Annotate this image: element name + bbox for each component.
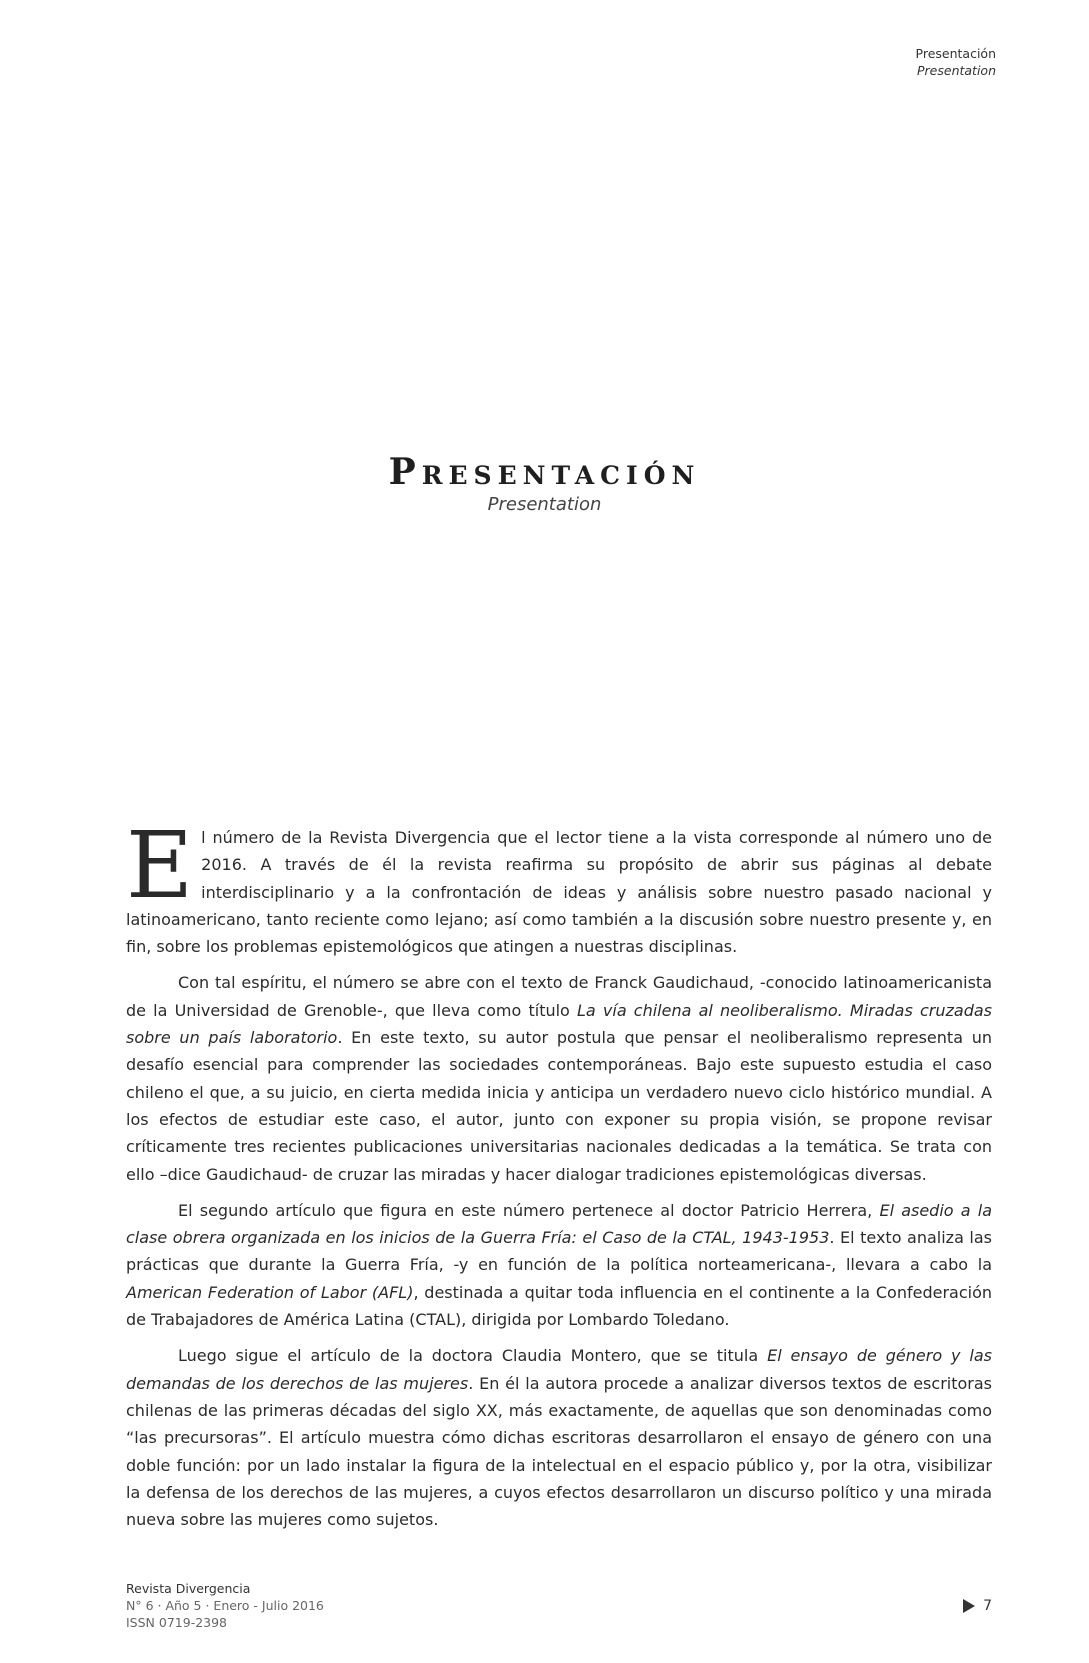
paragraph-2-text-a: Con tal espíritu, el número se abre con el texto de Franck Gaudichaud, -conocido latinoamericanista de la Universidad de Grenoble-, que lleva como título (126, 973, 992, 1020)
paragraph-4-text-a: Luego sigue el artículo de la doctora Claudia Montero, que se titula (178, 1346, 768, 1366)
page-number-block (963, 1598, 992, 1614)
paragraph-4-title: El ensayo de género y las demandas de los derechos de las mujeres (126, 1346, 992, 1393)
footer-journal: Revista Divergencia (126, 1581, 251, 1596)
paragraph-3-text-b: . El texto analiza las prácticas que durante la Guerra Fría, -y en función de la política norteamericana-, llevara a cabo la (126, 1228, 993, 1275)
paragraph-3-text-c: , destinada a quitar toda influencia en el continente a la Confederación de Trabajadores de América Latina (CTAL), dirigida por Lombardo Toledano. (126, 1282, 993, 1330)
footer-issue: N° 6 · Año 5 · Enero - Julio 2016 (126, 1598, 324, 1613)
page-footer (126, 1580, 324, 1631)
paragraph-3-text-a: El segundo artículo que figura en este número pertenece al doctor Patricio Herrera, (178, 1200, 880, 1220)
page-number: 7 (983, 1598, 992, 1614)
footer-issn: ISSN 0719-2398 (126, 1615, 228, 1630)
drop-cap: E (126, 812, 194, 919)
paragraph-1 (126, 812, 992, 960)
paragraph-4 (126, 1342, 992, 1533)
paragraph-2-text-b: . En este texto, su autor postula que pensar el neoliberalismo representa un desafío esencial para comprender las sociedades contemporáneas. Bajo este supuesto estudia el caso chileno el que, a su juicio, en cierta medida inicia y anticipa un verdadero nuevo ciclo histórico mundial. A los efectos de estudiar este caso, el autor, junto con exponer su propia visión, se propone revisar críticamente tres recientes publicaciones universitarias nacionales dedicadas a la temática. Se trata con ello –dice Gaudichaud- de cruzar las miradas y hacer dialogar tradiciones epistemológicas diversas. (126, 1028, 992, 1184)
play-icon (963, 1599, 975, 1613)
paragraph-3 (126, 1197, 992, 1333)
page-subtitle: Presentation (487, 494, 602, 515)
paragraph-3-title: El asedio a la clase obrera organizada en los inicios de la Guerra Fría: el Caso de la CTAL, 1943-1953 (126, 1200, 992, 1248)
article-body (126, 812, 993, 1542)
title-block (0, 452, 1089, 516)
running-header (916, 45, 996, 79)
running-header-es: Presentación (915, 46, 996, 61)
paragraph-3-afl: American Federation of Labor (AFL) (126, 1282, 414, 1302)
running-header-en: Presentation (917, 63, 996, 78)
paragraph-2 (126, 969, 992, 1187)
page-title: Presentación (388, 451, 701, 493)
paragraph-1-text: l número de la Revista Divergencia que el lector tiene a la vista corresponde al número uno de 2016. A través de él la revista reafirma su propósito de abrir sus páginas al debate interdisciplinario y a la confrontación de ideas y análisis sobre nuestro pasado nacional y latinoamericano, tanto reciente como lejano; así como también a la discusión sobre nuestro presente y, en fin, sobre los problemas epistemológicos que atingen a nuestras disciplinas. (126, 828, 992, 957)
paragraph-2-title: La vía chilena al neoliberalismo. Miradas cruzadas sobre un país laboratorio (126, 1000, 992, 1048)
paragraph-4-text-b: . En él la autora procede a analizar diversos textos de escritoras chilenas de las primeras décadas del siglo XX, más exactamente, de aquellas que son denominadas como “las precursoras”. El artículo muestra cómo dichas escritoras desarrollaron el ensayo de género con una doble función: por un lado instalar la figura de la intelectual en el espacio público y, por la otra, visibilizar la defensa de los derechos de las mujeres, a cuyos efectos desarrollaron un discurso político y una mirada nueva sobre las mujeres como sujetos. (126, 1373, 992, 1530)
